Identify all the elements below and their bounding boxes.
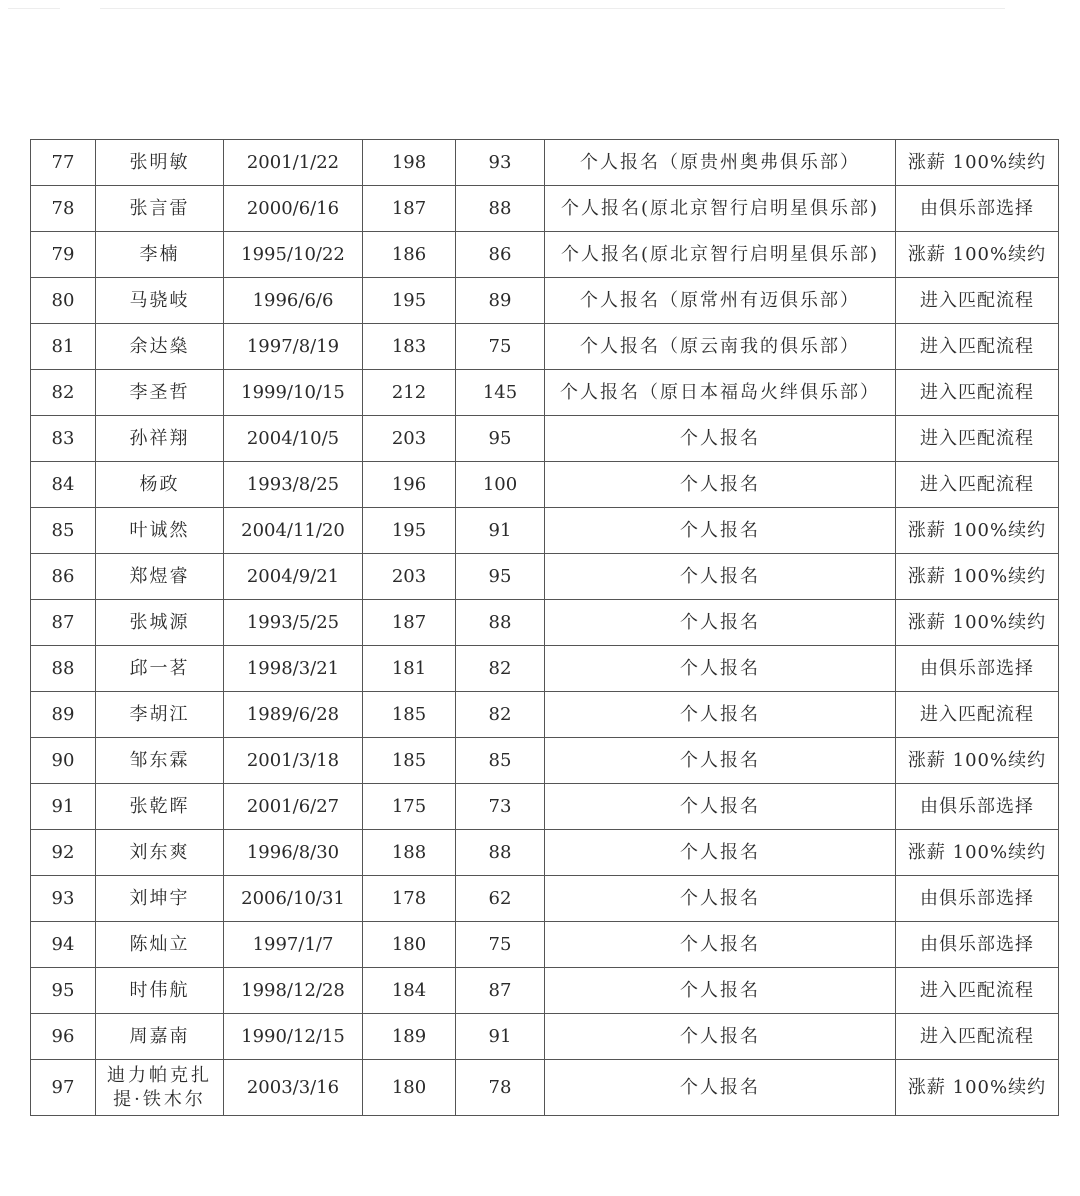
height-cm: 178 (363, 876, 456, 922)
contract-status: 涨薪 100%续约 (896, 232, 1059, 278)
player-name: 张乾晖 (96, 784, 224, 830)
table-row (31, 462, 1059, 508)
signup-type: 个人报名（原常州有迈俱乐部） (545, 278, 896, 324)
signup-type: 个人报名 (545, 922, 896, 968)
contract-status: 涨薪 100%续约 (896, 830, 1059, 876)
birth-date: 2004/9/21 (224, 554, 363, 600)
contract-status: 由俱乐部选择 (896, 876, 1059, 922)
table-row (31, 370, 1059, 416)
birth-date: 2004/10/5 (224, 416, 363, 462)
table-row (31, 692, 1059, 738)
table-row (31, 416, 1059, 462)
top-divider-left (8, 8, 60, 9)
weight-kg: 89 (456, 278, 545, 324)
row-number: 86 (31, 554, 96, 600)
player-name-line: 迪力帕克扎 (107, 1065, 212, 1087)
weight-kg: 82 (456, 646, 545, 692)
birth-date: 1997/8/19 (224, 324, 363, 370)
height-cm: 183 (363, 324, 456, 370)
player-name: 李胡江 (96, 692, 224, 738)
weight-kg: 88 (456, 600, 545, 646)
table-row (31, 830, 1059, 876)
contract-status: 涨薪 100%续约 (896, 1060, 1059, 1116)
roster-body (31, 140, 1059, 1116)
weight-kg: 87 (456, 968, 545, 1014)
table-row (31, 186, 1059, 232)
height-cm: 195 (363, 508, 456, 554)
row-number: 83 (31, 416, 96, 462)
table-row (31, 508, 1059, 554)
contract-status: 涨薪 100%续约 (896, 738, 1059, 784)
player-name: 张明敏 (96, 140, 224, 186)
player-name: 陈灿立 (96, 922, 224, 968)
player-name: 周嘉南 (96, 1014, 224, 1060)
table-row (31, 600, 1059, 646)
contract-status: 进入匹配流程 (896, 324, 1059, 370)
table-row (31, 278, 1059, 324)
signup-type: 个人报名 (545, 416, 896, 462)
birth-date: 2001/3/18 (224, 738, 363, 784)
weight-kg: 91 (456, 1014, 545, 1060)
player-name: 马骁岐 (96, 278, 224, 324)
signup-type: 个人报名 (545, 508, 896, 554)
player-name (96, 1060, 224, 1116)
player-name: 杨政 (96, 462, 224, 508)
player-name: 刘东爽 (96, 830, 224, 876)
row-number: 95 (31, 968, 96, 1014)
player-name: 张城源 (96, 600, 224, 646)
player-name: 叶诚然 (96, 508, 224, 554)
row-number: 92 (31, 830, 96, 876)
height-cm: 212 (363, 370, 456, 416)
height-cm: 184 (363, 968, 456, 1014)
signup-type: 个人报名（原贵州奥弗俱乐部） (545, 140, 896, 186)
height-cm: 187 (363, 600, 456, 646)
player-name: 张言雷 (96, 186, 224, 232)
player-name: 余达燊 (96, 324, 224, 370)
height-cm: 198 (363, 140, 456, 186)
table-row (31, 324, 1059, 370)
signup-type: 个人报名 (545, 876, 896, 922)
player-name: 时伟航 (96, 968, 224, 1014)
height-cm: 203 (363, 554, 456, 600)
table-row (31, 140, 1059, 186)
player-name: 邱一茗 (96, 646, 224, 692)
signup-type: 个人报名 (545, 1014, 896, 1060)
birth-date: 1996/8/30 (224, 830, 363, 876)
height-cm: 203 (363, 416, 456, 462)
contract-status: 涨薪 100%续约 (896, 140, 1059, 186)
player-name: 邹东霖 (96, 738, 224, 784)
table-row (31, 922, 1059, 968)
weight-kg: 85 (456, 738, 545, 784)
contract-status: 进入匹配流程 (896, 416, 1059, 462)
height-cm: 195 (363, 278, 456, 324)
contract-status: 由俱乐部选择 (896, 784, 1059, 830)
table-row (31, 1060, 1059, 1116)
birth-date: 2000/6/16 (224, 186, 363, 232)
birth-date: 2004/11/20 (224, 508, 363, 554)
table-row (31, 232, 1059, 278)
row-number: 96 (31, 1014, 96, 1060)
contract-status: 进入匹配流程 (896, 968, 1059, 1014)
row-number: 90 (31, 738, 96, 784)
top-divider (100, 8, 1005, 9)
row-number: 93 (31, 876, 96, 922)
contract-status: 进入匹配流程 (896, 462, 1059, 508)
contract-status: 由俱乐部选择 (896, 922, 1059, 968)
row-number: 87 (31, 600, 96, 646)
player-name: 刘坤宇 (96, 876, 224, 922)
weight-kg: 91 (456, 508, 545, 554)
contract-status: 进入匹配流程 (896, 370, 1059, 416)
row-number: 82 (31, 370, 96, 416)
birth-date: 1995/10/22 (224, 232, 363, 278)
player-roster-table (30, 139, 1059, 1116)
birth-date: 1998/12/28 (224, 968, 363, 1014)
height-cm: 196 (363, 462, 456, 508)
birth-date: 1993/5/25 (224, 600, 363, 646)
table-row (31, 968, 1059, 1014)
height-cm: 180 (363, 922, 456, 968)
weight-kg: 75 (456, 922, 545, 968)
row-number: 91 (31, 784, 96, 830)
birth-date: 1993/8/25 (224, 462, 363, 508)
birth-date: 1989/6/28 (224, 692, 363, 738)
height-cm: 185 (363, 692, 456, 738)
weight-kg: 145 (456, 370, 545, 416)
weight-kg: 73 (456, 784, 545, 830)
contract-status: 由俱乐部选择 (896, 186, 1059, 232)
birth-date: 1996/6/6 (224, 278, 363, 324)
row-number: 89 (31, 692, 96, 738)
height-cm: 188 (363, 830, 456, 876)
contract-status: 进入匹配流程 (896, 1014, 1059, 1060)
signup-type: 个人报名 (545, 830, 896, 876)
player-name: 李圣哲 (96, 370, 224, 416)
contract-status: 进入匹配流程 (896, 278, 1059, 324)
contract-status: 进入匹配流程 (896, 692, 1059, 738)
height-cm: 187 (363, 186, 456, 232)
signup-type: 个人报名（原日本福岛火绊俱乐部） (545, 370, 896, 416)
weight-kg: 95 (456, 416, 545, 462)
signup-type: 个人报名(原北京智行启明星俱乐部) (545, 232, 896, 278)
height-cm: 181 (363, 646, 456, 692)
weight-kg: 95 (456, 554, 545, 600)
signup-type: 个人报名 (545, 738, 896, 784)
signup-type: 个人报名 (545, 600, 896, 646)
birth-date: 2001/1/22 (224, 140, 363, 186)
weight-kg: 62 (456, 876, 545, 922)
table-row (31, 784, 1059, 830)
table-row (31, 876, 1059, 922)
row-number: 78 (31, 186, 96, 232)
weight-kg: 100 (456, 462, 545, 508)
row-number: 81 (31, 324, 96, 370)
signup-type: 个人报名 (545, 1060, 896, 1116)
player-name: 孙祥翔 (96, 416, 224, 462)
birth-date: 1997/1/7 (224, 922, 363, 968)
height-cm: 186 (363, 232, 456, 278)
height-cm: 185 (363, 738, 456, 784)
row-number: 84 (31, 462, 96, 508)
signup-type: 个人报名 (545, 784, 896, 830)
birth-date: 2006/10/31 (224, 876, 363, 922)
signup-type: 个人报名（原云南我的俱乐部） (545, 324, 896, 370)
table-row (31, 554, 1059, 600)
contract-status: 涨薪 100%续约 (896, 554, 1059, 600)
signup-type: 个人报名 (545, 692, 896, 738)
row-number: 94 (31, 922, 96, 968)
weight-kg: 82 (456, 692, 545, 738)
signup-type: 个人报名(原北京智行启明星俱乐部) (545, 186, 896, 232)
weight-kg: 78 (456, 1060, 545, 1116)
signup-type: 个人报名 (545, 646, 896, 692)
birth-date: 1998/3/21 (224, 646, 363, 692)
weight-kg: 88 (456, 186, 545, 232)
row-number: 77 (31, 140, 96, 186)
row-number: 80 (31, 278, 96, 324)
birth-date: 1990/12/15 (224, 1014, 363, 1060)
signup-type: 个人报名 (545, 554, 896, 600)
row-number: 85 (31, 508, 96, 554)
row-number: 79 (31, 232, 96, 278)
height-cm: 180 (363, 1060, 456, 1116)
signup-type: 个人报名 (545, 462, 896, 508)
weight-kg: 86 (456, 232, 545, 278)
height-cm: 189 (363, 1014, 456, 1060)
weight-kg: 75 (456, 324, 545, 370)
signup-type: 个人报名 (545, 968, 896, 1014)
player-name: 郑煜睿 (96, 554, 224, 600)
height-cm: 175 (363, 784, 456, 830)
contract-status: 涨薪 100%续约 (896, 508, 1059, 554)
player-name-line: 提·铁木尔 (113, 1088, 206, 1110)
table-row (31, 646, 1059, 692)
birth-date: 2003/3/16 (224, 1060, 363, 1116)
birth-date: 2001/6/27 (224, 784, 363, 830)
birth-date: 1999/10/15 (224, 370, 363, 416)
row-number: 88 (31, 646, 96, 692)
table-row (31, 738, 1059, 784)
weight-kg: 93 (456, 140, 545, 186)
contract-status: 由俱乐部选择 (896, 646, 1059, 692)
row-number: 97 (31, 1060, 96, 1116)
table-row (31, 1014, 1059, 1060)
player-name: 李楠 (96, 232, 224, 278)
weight-kg: 88 (456, 830, 545, 876)
contract-status: 涨薪 100%续约 (896, 600, 1059, 646)
